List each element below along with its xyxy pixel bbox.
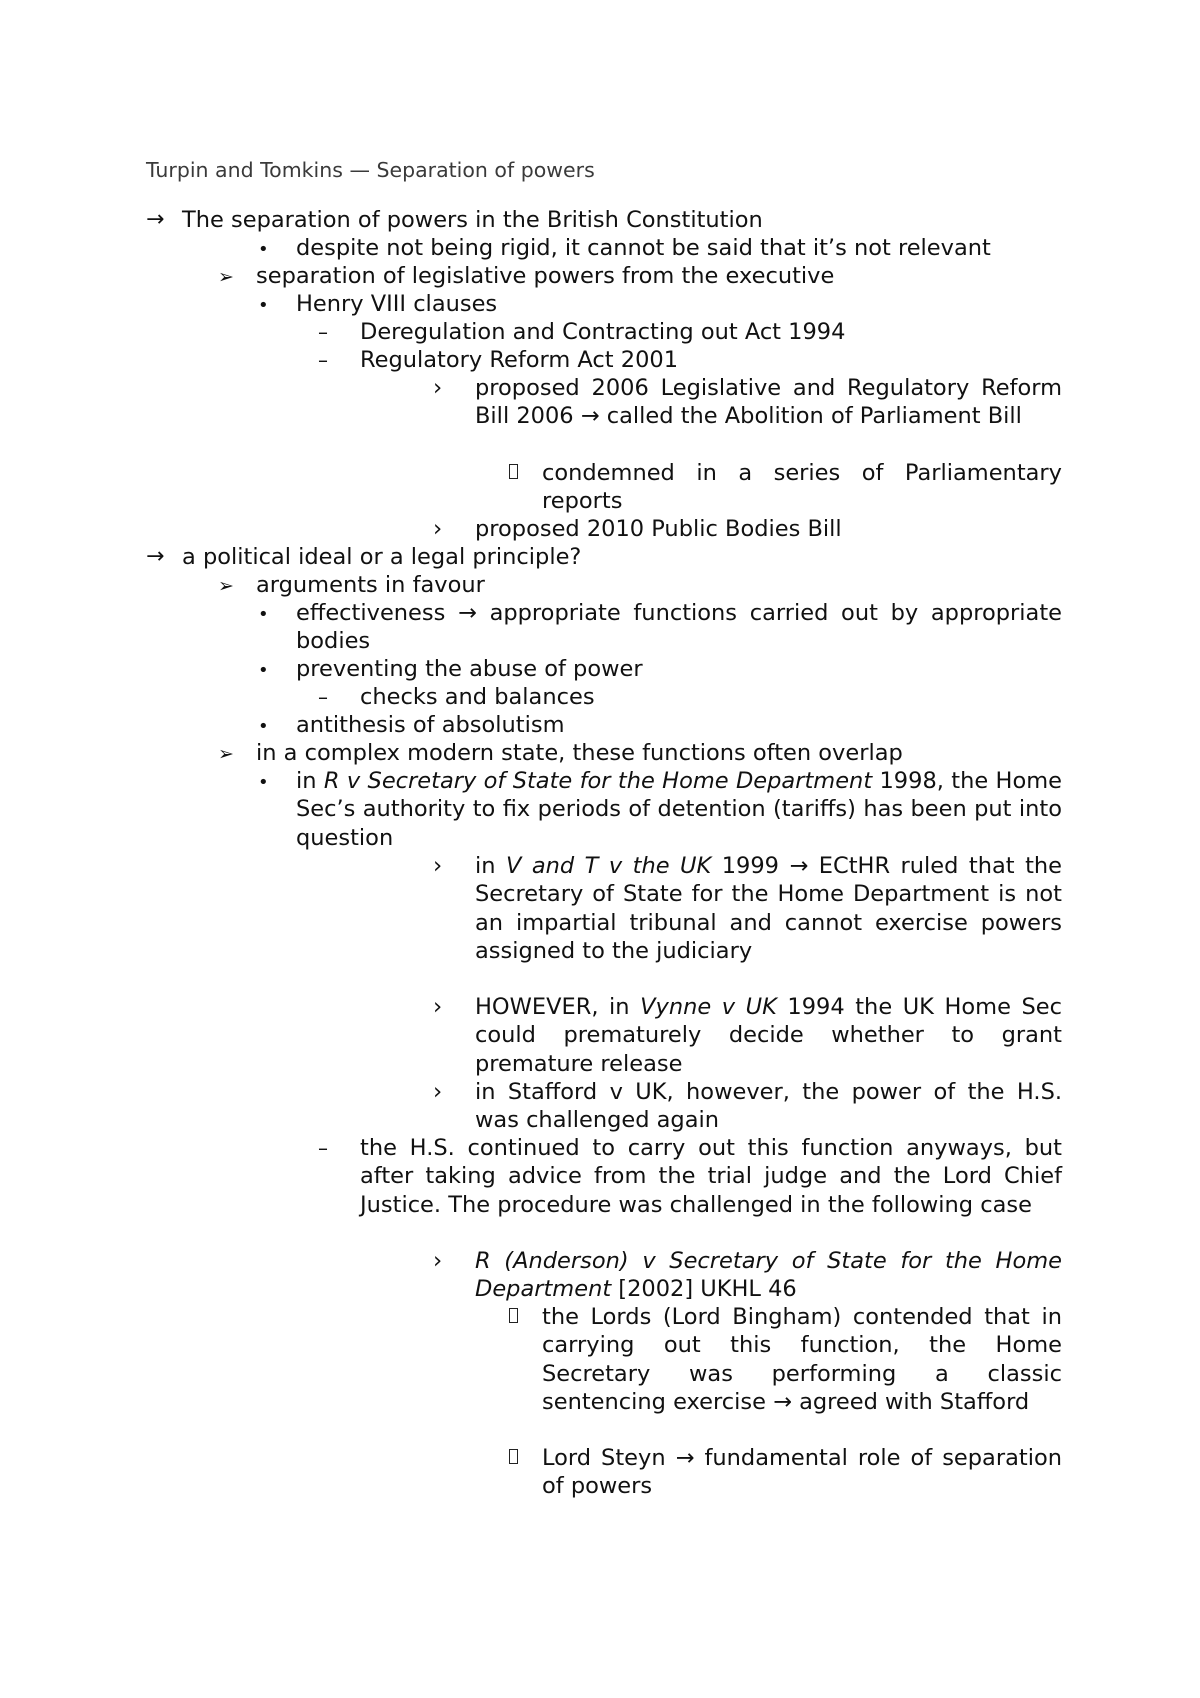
list-item: › in V and T v the UK 1999 → ECtHR ruled that the Secretary of State for the Home Department is not an impartial tribunal and cannot exercise powers assigned to the judiciary [433,853,1062,964]
list-item: › proposed 2010 Public Bodies Bill [433,516,842,542]
arrow-bullet-icon: → [146,207,165,232]
list-item: → a political ideal or a legal principle? [146,544,582,570]
list-item: – Regulatory Reform Act 2001 [318,347,679,373]
dot-bullet-icon: • [258,716,269,737]
list-item: ➢ in a complex modern state, these functions often overlap [218,739,903,767]
list-item: • in R v Secretary of State for the Home Department 1998, the Home Sec’s authority to fix periods of detention (tariffs) has been put into question [258,768,1062,851]
list-item: condemned in a series of Parliamentary reports [505,459,1062,516]
list-item: • preventing the abuse of power [256,655,643,683]
chevron-bullet-icon: › [433,1079,443,1105]
list-item: → The separation of powers in the British Constitution [146,207,763,233]
list-item: • Henry VIII clauses [256,290,497,318]
list-item: – Deregulation and Contracting out Act 1994 [318,319,846,345]
chevron-bullet-icon: › [433,1248,443,1274]
chevron-bullet-icon: › [433,375,443,401]
list-item: ➢ separation of legislative powers from the executive [218,262,834,290]
list-item: – the H.S. continued to carry out this function anyways, but after taking advice from the trial judge and the Lord Chief Justice. The procedure was challenged in the following case [318,1135,1062,1218]
list-item: › R (Anderson) v Secretary of State for the Home Department [2002] UKHL 46 [433,1248,1062,1303]
list-item: Lord Steyn → fundamental role of separation of powers [505,1444,1062,1501]
list-item: • antithesis of absolutism [256,711,565,739]
dash-bullet-icon: – [318,348,328,372]
triangle-bullet-icon: ➢ [218,743,234,765]
case-name: R (Anderson) v Secretary of State for the Home Department [475,1248,1062,1303]
chevron-bullet-icon: › [433,853,443,879]
list-item: › HOWEVER, in Vynne v UK 1994 the UK Home Sec could prematurely decide whether to grant premature release [433,994,1062,1077]
triangle-bullet-icon: ➢ [218,575,234,597]
dash-bullet-icon: – [318,1136,328,1160]
square-bullet-icon [509,464,518,479]
list-item: › proposed 2006 Legislative and Regulatory Reform Bill 2006 → called the Abolition of Parliament Bill [433,375,1062,430]
square-bullet-icon [509,1449,518,1464]
document-title: Turpin and Tomkins — Separation of powers [146,158,595,182]
list-item: ➢ arguments in favour [218,571,485,599]
dash-bullet-icon: – [318,320,328,344]
dot-bullet-icon: • [258,772,269,793]
chevron-bullet-icon: › [433,516,443,542]
dot-bullet-icon: • [258,295,269,316]
list-item: the Lords (Lord Bingham) contended that in carrying out this function, the Home Secretary was performing a classic sentencing exercise → agreed with Stafford [505,1303,1062,1416]
dot-bullet-icon: • [258,660,269,681]
square-bullet-icon [509,1308,518,1323]
triangle-bullet-icon: ➢ [218,266,234,288]
case-name: V and T v the UK [505,853,712,879]
chevron-bullet-icon: › [433,994,443,1020]
list-item: – checks and balances [318,684,595,710]
list-item: › in Stafford v UK, however, the power of the H.S. was challenged again [433,1079,1062,1134]
dash-bullet-icon: – [318,685,328,709]
arrow-bullet-icon: → [146,544,165,569]
list-item: • effectiveness → appropriate functions carried out by appropriate bodies [258,600,1062,655]
list-item: • despite not being rigid, it cannot be said that it’s not relevant [256,234,991,262]
case-name: Vynne v UK [640,994,777,1020]
dot-bullet-icon: • [258,239,269,260]
dot-bullet-icon: • [258,604,269,625]
case-name: R v Secretary of State for the Home Department [323,768,873,794]
